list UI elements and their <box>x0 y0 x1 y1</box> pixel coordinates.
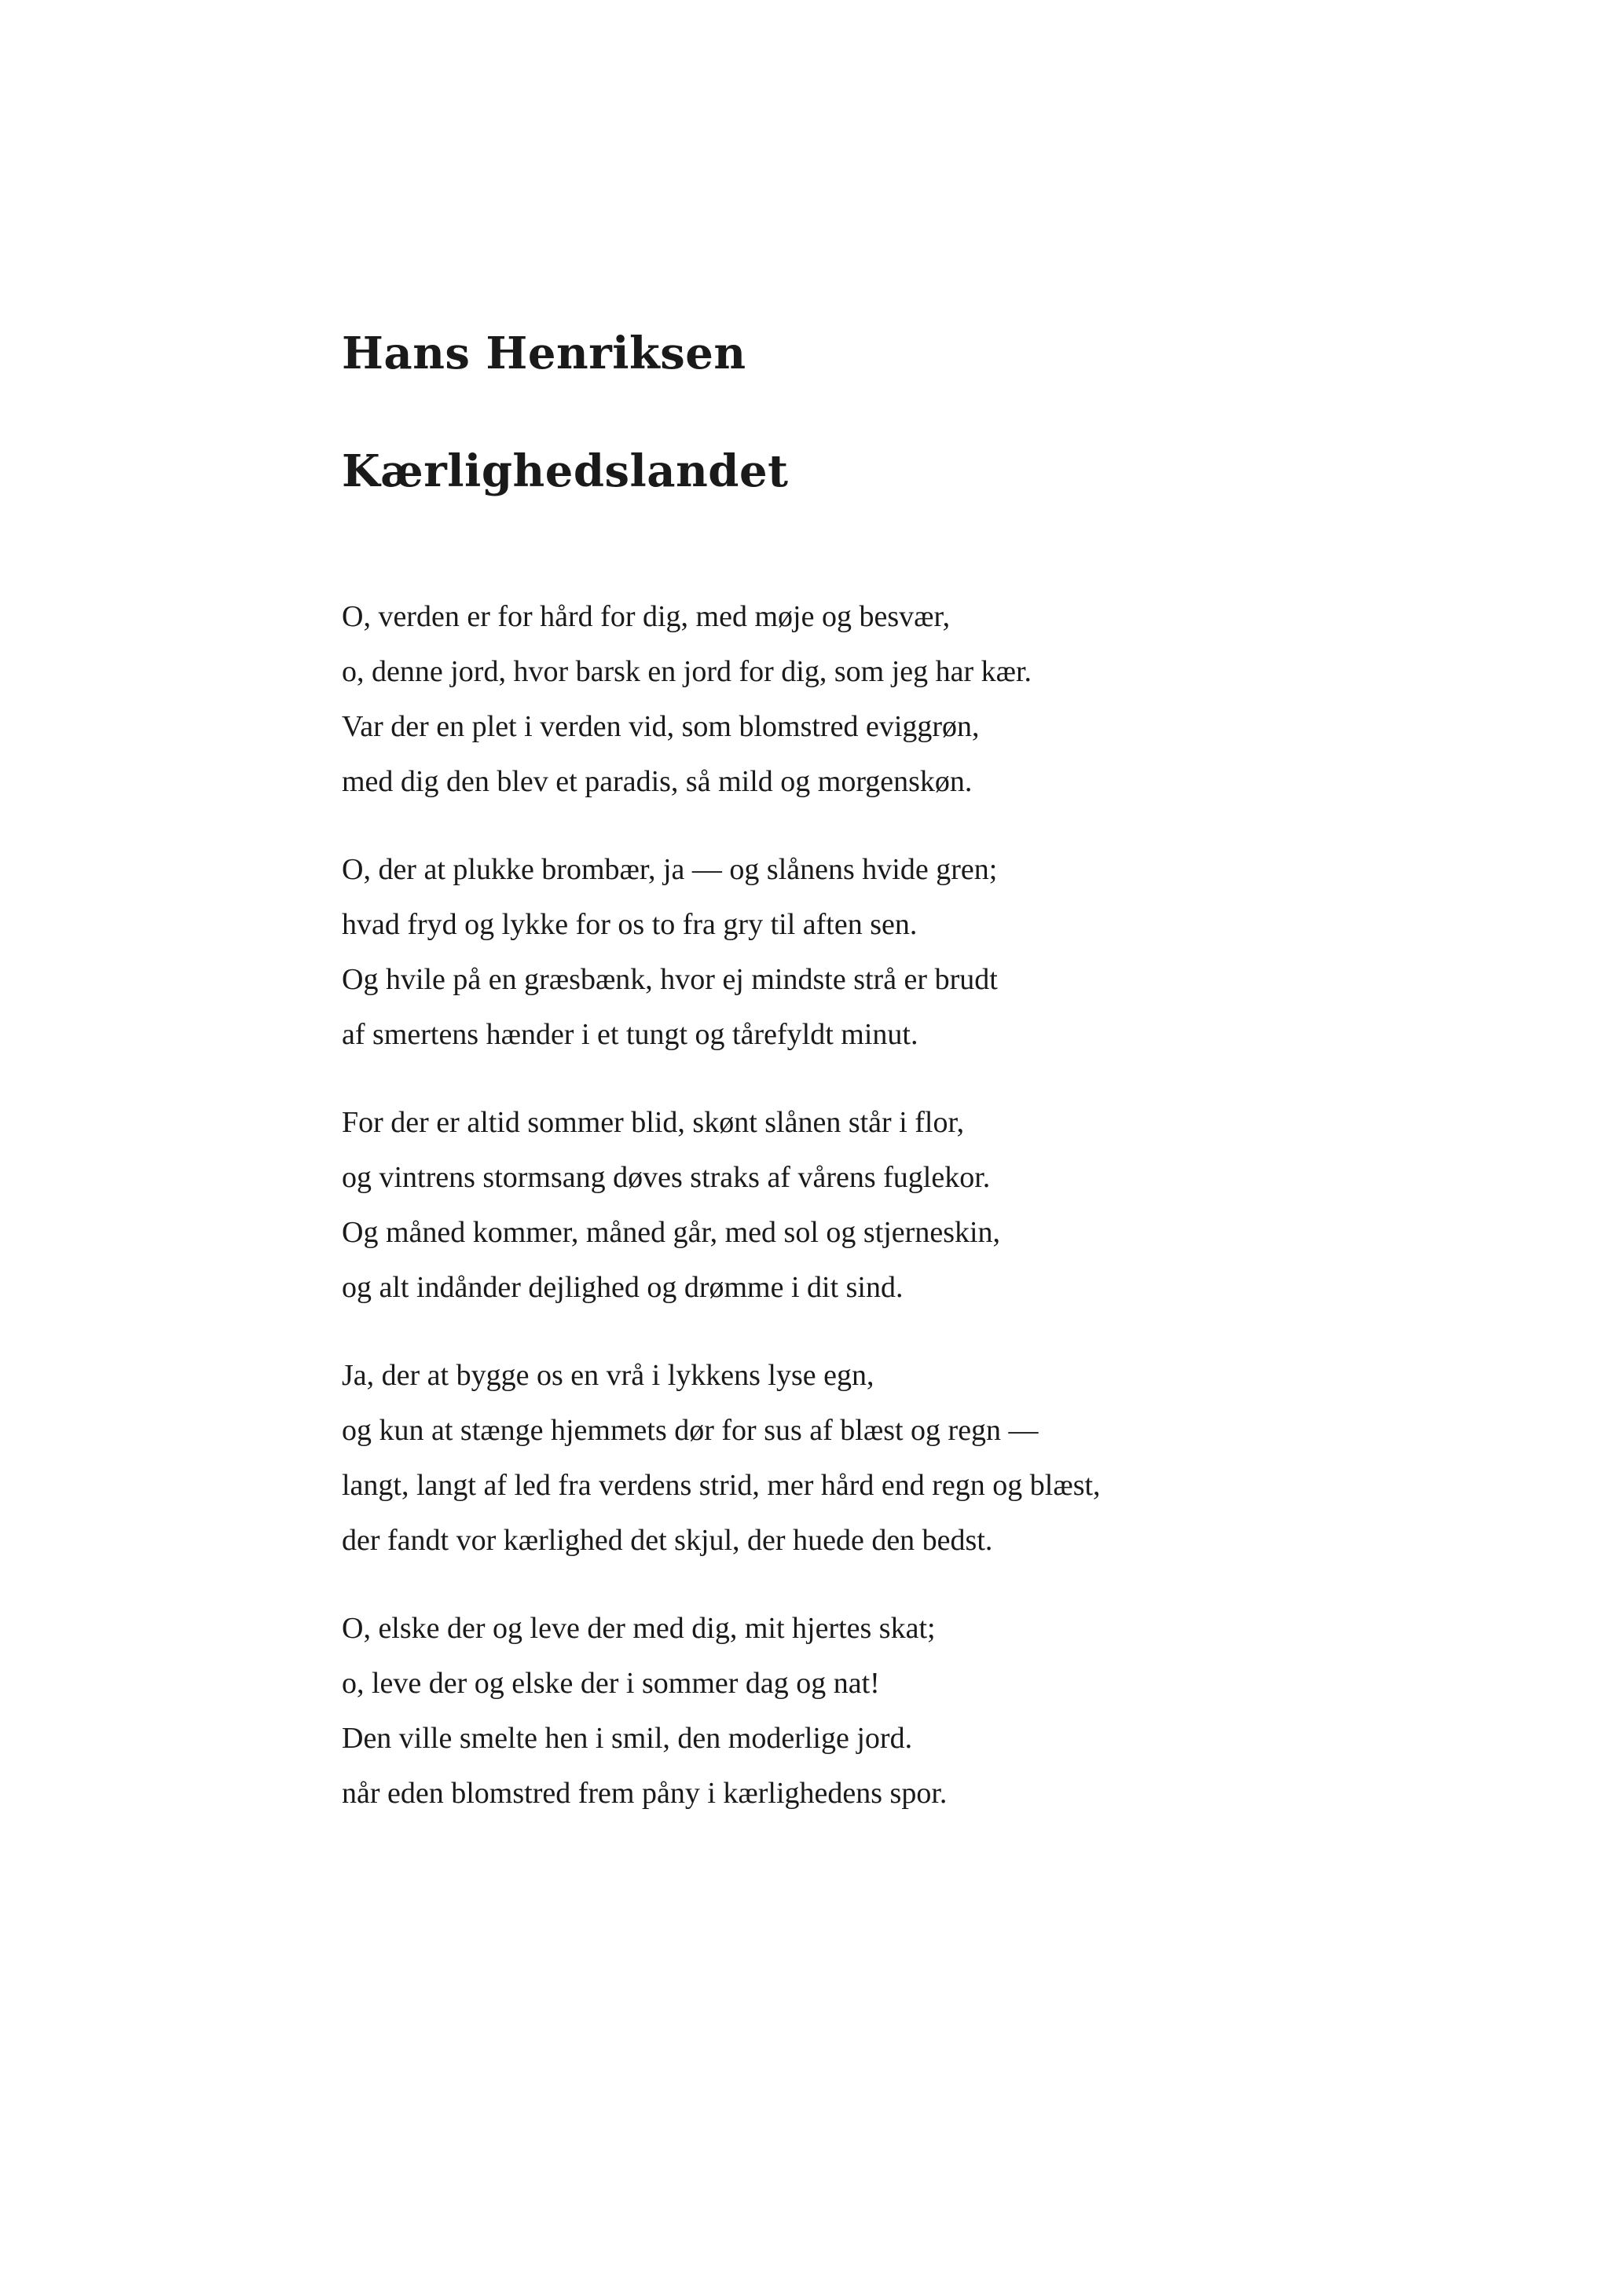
poem-line: Og hvile på en græsbænk, hvor ej mindste strå er brudt <box>342 963 998 996</box>
poem-line: der fandt vor kærlighed det skjul, der huede den bedst. <box>342 1524 993 1557</box>
poem-body <box>342 589 1363 1821</box>
poem-line: O, verden er for hård for dig, med møje og besvær, <box>342 600 951 633</box>
poem-line: O, der at plukke brombær, ja — og slånens hvide gren; <box>342 853 998 886</box>
poem-title: Kærlighedslandet <box>342 445 789 497</box>
poem-line: Den ville smelte hen i smil, den moderlige jord. <box>342 1722 913 1755</box>
stanza <box>342 1348 1363 1568</box>
poem-line: og alt indånder dejlighed og drømme i dit sind. <box>342 1271 904 1304</box>
poem-line: Ja, der at bygge os en vrå i lykkens lyse egn, <box>342 1359 874 1392</box>
poem-line: og vintrens stormsang døves straks af vårens fuglekor. <box>342 1161 991 1194</box>
poem-line: For der er altid sommer blid, skønt slånen står i flor, <box>342 1106 965 1139</box>
stanza <box>342 1601 1363 1821</box>
stanza <box>342 1095 1363 1315</box>
poem-content <box>342 322 1363 1854</box>
stanza <box>342 842 1363 1062</box>
poem-line: af smertens hænder i et tungt og tårefyldt minut. <box>342 1018 918 1051</box>
poem-line: langt, langt af led fra verdens strid, mer hård end regn og blæst, <box>342 1469 1101 1502</box>
poem-line: o, denne jord, hvor barsk en jord for dig, som jeg har kær. <box>342 655 1032 688</box>
stanza <box>342 589 1363 809</box>
poem-line: o, leve der og elske der i sommer dag og nat! <box>342 1667 880 1700</box>
poem-line: med dig den blev et paradis, så mild og morgenskøn. <box>342 765 973 798</box>
poem-line: og kun at stænge hjemmets dør for sus af blæst og regn — <box>342 1414 1039 1447</box>
poem-line: O, elske der og leve der med dig, mit hjertes skat; <box>342 1612 936 1645</box>
poem-line: hvad fryd og lykke for os to fra gry til aften sen. <box>342 908 918 941</box>
poem-line: Var der en plet i verden vid, som blomstred eviggrøn, <box>342 710 980 743</box>
poem-line: Og måned kommer, måned går, med sol og stjerneskin, <box>342 1216 1001 1249</box>
poem-line: når eden blomstred frem påny i kærlighedens spor. <box>342 1777 948 1810</box>
author-name: Hans Henriksen <box>342 328 746 379</box>
